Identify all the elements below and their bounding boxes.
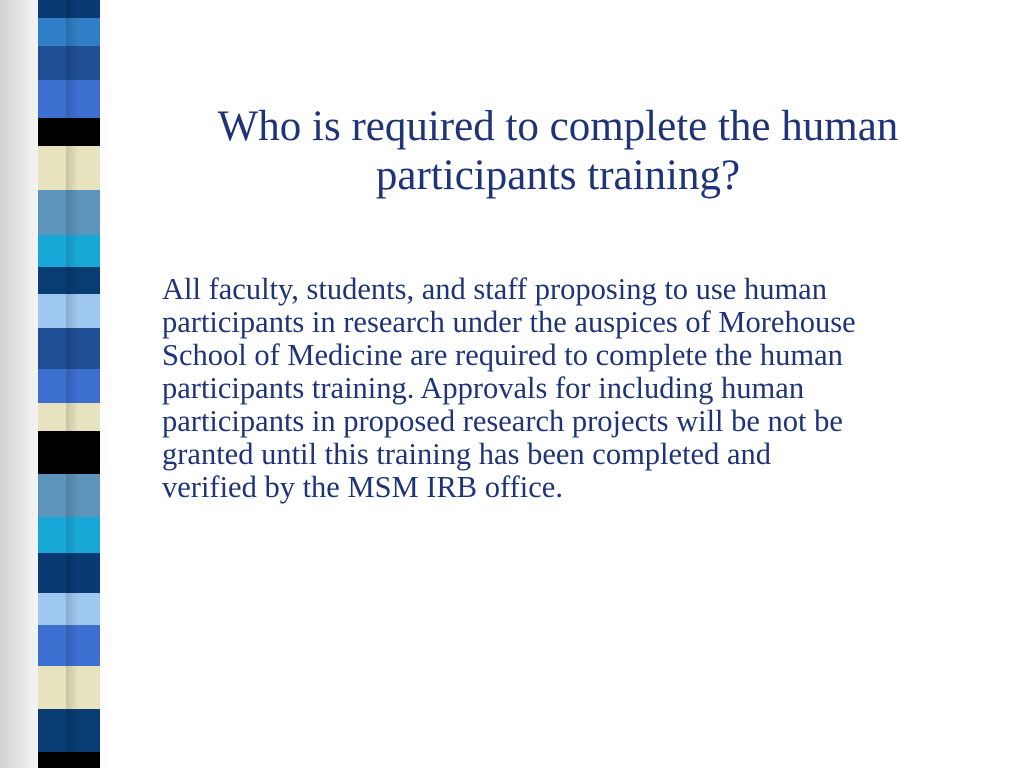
stripe-band-shadow bbox=[66, 0, 78, 768]
slide-title: Who is required to complete the human participants training? bbox=[217, 103, 899, 199]
slide-body-text: All faculty, students, and staff proposing to use human participants in research under the auspices of Morehouse School of Medicine are required to complete the human participants training. Approvals for including human participants in proposed research projects will be not be granted until this training has been completed and verified by the MSM IRB office. bbox=[162, 272, 856, 504]
decorative-stripe-band bbox=[38, 0, 100, 768]
